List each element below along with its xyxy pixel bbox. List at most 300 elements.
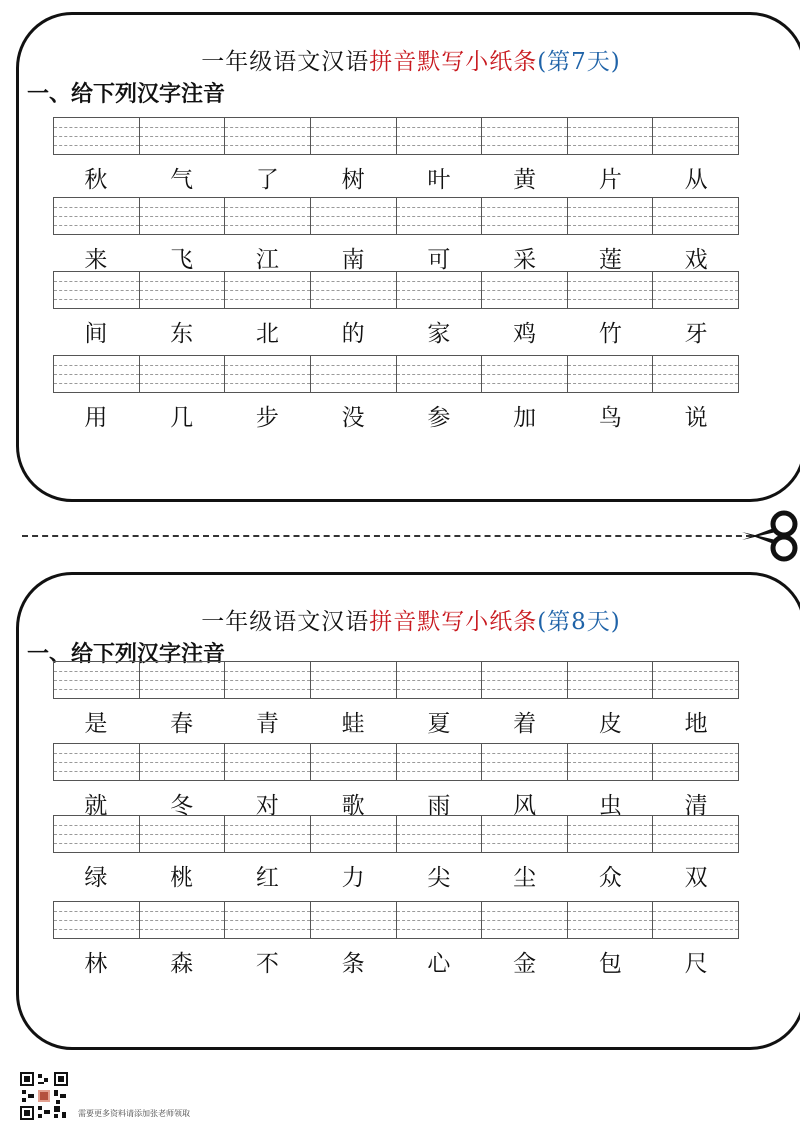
pinyin-cell[interactable] (224, 356, 310, 392)
hanzi-character: 清 (684, 793, 708, 819)
guide-line (397, 911, 482, 912)
guide-line (225, 127, 310, 128)
hanzi-character: 条 (341, 951, 365, 977)
guide-line (311, 374, 396, 375)
pinyin-writing-grid (53, 197, 739, 235)
guide-line (653, 843, 738, 844)
character-row (53, 117, 739, 194)
guide-line (568, 281, 653, 282)
hanzi-character: 黄 (513, 167, 537, 193)
hanzi-character: 牙 (684, 321, 708, 347)
guide-line (225, 825, 310, 826)
cut-line (22, 535, 752, 537)
hanzi-character: 戏 (684, 247, 708, 273)
hanzi-character: 森 (170, 951, 194, 977)
guide-line (397, 145, 482, 146)
pinyin-cell[interactable] (481, 662, 567, 698)
pinyin-cell[interactable] (224, 272, 310, 308)
pinyin-writing-grid (53, 271, 739, 309)
guide-line (397, 225, 482, 226)
card-title (19, 603, 800, 636)
pinyin-cell[interactable] (310, 118, 396, 154)
pinyin-cell[interactable] (54, 816, 139, 852)
guide-line (482, 680, 567, 681)
hanzi-character: 春 (170, 711, 194, 737)
guide-line (311, 299, 396, 300)
hanzi-character: 冬 (170, 793, 194, 819)
pinyin-cell[interactable] (567, 118, 653, 154)
guide-line (482, 383, 567, 384)
hanzi-character: 气 (170, 167, 194, 193)
guide-line (568, 825, 653, 826)
pinyin-cell[interactable] (310, 198, 396, 234)
hanzi-character: 尘 (513, 865, 537, 891)
hanzi-character: 歌 (341, 793, 365, 819)
guide-line (311, 207, 396, 208)
guide-line (140, 929, 225, 930)
guide-line (397, 843, 482, 844)
hanzi-character: 风 (513, 793, 537, 819)
guide-line (311, 145, 396, 146)
guide-line (482, 929, 567, 930)
pinyin-writing-grid (53, 355, 739, 393)
hanzi-character: 尖 (427, 865, 451, 891)
guide-line (140, 216, 225, 217)
guide-line (140, 290, 225, 291)
hanzi-character: 对 (255, 793, 279, 819)
guide-line (225, 920, 310, 921)
hanzi-character: 着 (513, 711, 537, 737)
guide-line (140, 383, 225, 384)
hanzi-character: 林 (84, 951, 108, 977)
guide-line (54, 225, 139, 226)
guide-line (653, 762, 738, 763)
guide-line (568, 365, 653, 366)
hanzi-character: 说 (684, 405, 708, 431)
guide-line (397, 771, 482, 772)
title-prefix: 一年级语文汉语 (201, 609, 370, 635)
guide-line (311, 225, 396, 226)
dictation-card-day7 (16, 12, 800, 502)
pinyin-cell[interactable] (481, 902, 567, 938)
pinyin-cell[interactable] (652, 816, 738, 852)
guide-line (140, 671, 225, 672)
pinyin-cell[interactable] (396, 118, 482, 154)
hanzi-character: 江 (255, 247, 279, 273)
guide-line (653, 216, 738, 217)
pinyin-cell[interactable] (310, 662, 396, 698)
guide-line (653, 383, 738, 384)
guide-line (653, 281, 738, 282)
guide-line (140, 281, 225, 282)
hanzi-character: 鸟 (598, 405, 622, 431)
character-row (53, 901, 739, 978)
guide-line (482, 136, 567, 137)
guide-line (140, 753, 225, 754)
guide-line (54, 834, 139, 835)
pinyin-cell[interactable] (481, 744, 567, 780)
pinyin-cell[interactable] (396, 272, 482, 308)
pinyin-cell[interactable] (310, 356, 396, 392)
pinyin-writing-grid (53, 661, 739, 699)
guide-line (653, 290, 738, 291)
guide-line (397, 834, 482, 835)
guide-line (397, 374, 482, 375)
pinyin-cell[interactable] (652, 744, 738, 780)
pinyin-cell[interactable] (652, 272, 738, 308)
pinyin-cell[interactable] (139, 902, 225, 938)
guide-line (653, 207, 738, 208)
guide-line (568, 374, 653, 375)
dictation-card-day8 (16, 572, 800, 1050)
guide-line (140, 762, 225, 763)
pinyin-cell[interactable] (481, 816, 567, 852)
guide-line (54, 671, 139, 672)
hanzi-character: 红 (255, 865, 279, 891)
guide-line (482, 207, 567, 208)
guide-line (140, 920, 225, 921)
guide-line (653, 127, 738, 128)
guide-line (311, 762, 396, 763)
hanzi-character: 北 (255, 321, 279, 347)
title-prefix: 一年级语文汉语 (201, 49, 370, 75)
character-list (53, 241, 739, 274)
guide-line (397, 207, 482, 208)
pinyin-cell[interactable] (567, 356, 653, 392)
guide-line (54, 145, 139, 146)
pinyin-cell[interactable] (396, 744, 482, 780)
guide-line (311, 216, 396, 217)
pinyin-writing-grid (53, 743, 739, 781)
guide-line (140, 127, 225, 128)
guide-line (653, 920, 738, 921)
guide-line (397, 281, 482, 282)
guide-line (482, 843, 567, 844)
guide-line (482, 281, 567, 282)
guide-line (568, 843, 653, 844)
guide-line (140, 299, 225, 300)
guide-line (54, 911, 139, 912)
guide-line (54, 299, 139, 300)
pinyin-cell[interactable] (481, 272, 567, 308)
guide-line (225, 689, 310, 690)
pinyin-cell[interactable] (652, 662, 738, 698)
title-highlight: 拼音默写小纸条 (369, 609, 538, 635)
pinyin-cell[interactable] (396, 356, 482, 392)
guide-line (482, 290, 567, 291)
guide-line (54, 920, 139, 921)
guide-line (311, 929, 396, 930)
hanzi-character: 参 (427, 405, 451, 431)
character-list (53, 945, 739, 978)
guide-line (225, 145, 310, 146)
guide-line (140, 689, 225, 690)
guide-line (54, 136, 139, 137)
guide-line (397, 136, 482, 137)
hanzi-character: 桃 (170, 865, 194, 891)
guide-line (397, 216, 482, 217)
guide-line (311, 834, 396, 835)
pinyin-cell[interactable] (54, 356, 139, 392)
pinyin-writing-grid (53, 901, 739, 939)
pinyin-cell[interactable] (54, 118, 139, 154)
title-day: (第8天) (537, 609, 621, 635)
hanzi-character: 来 (84, 247, 108, 273)
guide-line (653, 825, 738, 826)
guide-line (653, 145, 738, 146)
guide-line (482, 762, 567, 763)
pinyin-cell[interactable] (54, 198, 139, 234)
pinyin-cell[interactable] (224, 662, 310, 698)
pinyin-cell[interactable] (481, 118, 567, 154)
guide-line (568, 290, 653, 291)
guide-line (311, 825, 396, 826)
hanzi-character: 不 (255, 951, 279, 977)
guide-line (140, 136, 225, 137)
guide-line (54, 383, 139, 384)
character-list (53, 315, 739, 348)
pinyin-cell[interactable] (567, 816, 653, 852)
guide-line (225, 216, 310, 217)
pinyin-cell[interactable] (139, 118, 225, 154)
hanzi-character: 竹 (598, 321, 622, 347)
guide-line (225, 281, 310, 282)
pinyin-writing-grid (53, 815, 739, 853)
hanzi-character: 绿 (84, 865, 108, 891)
pinyin-cell[interactable] (652, 198, 738, 234)
pinyin-cell[interactable] (224, 744, 310, 780)
guide-line (397, 290, 482, 291)
hanzi-character: 了 (255, 167, 279, 193)
card-title (19, 43, 800, 76)
pinyin-cell[interactable] (310, 902, 396, 938)
pinyin-cell[interactable] (54, 272, 139, 308)
pinyin-cell[interactable] (652, 902, 738, 938)
hanzi-character: 用 (84, 405, 108, 431)
hanzi-character: 家 (427, 321, 451, 347)
guide-line (397, 753, 482, 754)
hanzi-character: 树 (341, 167, 365, 193)
guide-line (482, 225, 567, 226)
character-list (53, 859, 739, 892)
pinyin-writing-grid (53, 117, 739, 155)
pinyin-cell[interactable] (310, 272, 396, 308)
guide-line (482, 145, 567, 146)
guide-line (568, 771, 653, 772)
pinyin-cell[interactable] (396, 816, 482, 852)
guide-line (54, 825, 139, 826)
scissors-icon (740, 510, 800, 562)
guide-line (140, 843, 225, 844)
guide-line (225, 374, 310, 375)
guide-line (568, 689, 653, 690)
guide-line (397, 127, 482, 128)
pinyin-cell[interactable] (567, 902, 653, 938)
hanzi-character: 就 (84, 793, 108, 819)
guide-line (568, 920, 653, 921)
guide-line (225, 225, 310, 226)
guide-line (568, 145, 653, 146)
guide-line (140, 911, 225, 912)
guide-line (653, 929, 738, 930)
guide-line (653, 771, 738, 772)
guide-line (54, 365, 139, 366)
guide-line (482, 753, 567, 754)
guide-line (653, 136, 738, 137)
guide-line (568, 225, 653, 226)
pinyin-cell[interactable] (139, 356, 225, 392)
hanzi-character: 片 (598, 167, 622, 193)
guide-line (311, 753, 396, 754)
pinyin-cell[interactable] (652, 356, 738, 392)
guide-line (140, 680, 225, 681)
guide-line (653, 365, 738, 366)
guide-line (54, 374, 139, 375)
guide-line (54, 127, 139, 128)
hanzi-character: 尺 (684, 951, 708, 977)
character-row (53, 815, 739, 892)
guide-line (225, 671, 310, 672)
hanzi-character: 的 (341, 321, 365, 347)
pinyin-cell[interactable] (224, 902, 310, 938)
pinyin-cell[interactable] (567, 272, 653, 308)
pinyin-cell[interactable] (54, 744, 139, 780)
hanzi-character: 莲 (598, 247, 622, 273)
character-row (53, 271, 739, 348)
hanzi-character: 可 (427, 247, 451, 273)
guide-line (54, 680, 139, 681)
guide-line (225, 911, 310, 912)
guide-line (568, 216, 653, 217)
hanzi-character: 鸡 (513, 321, 537, 347)
guide-line (311, 671, 396, 672)
guide-line (397, 929, 482, 930)
guide-line (225, 207, 310, 208)
character-row (53, 197, 739, 274)
pinyin-cell[interactable] (139, 744, 225, 780)
pinyin-cell[interactable] (396, 198, 482, 234)
guide-line (54, 281, 139, 282)
pinyin-cell[interactable] (139, 272, 225, 308)
guide-line (653, 911, 738, 912)
guide-line (568, 911, 653, 912)
pinyin-cell[interactable] (567, 744, 653, 780)
section-heading: 一、给下列汉字注音 (27, 82, 226, 107)
guide-line (482, 671, 567, 672)
guide-line (140, 225, 225, 226)
pinyin-cell[interactable] (224, 816, 310, 852)
guide-line (482, 365, 567, 366)
guide-line (54, 753, 139, 754)
guide-line (225, 290, 310, 291)
guide-line (482, 834, 567, 835)
pinyin-cell[interactable] (481, 356, 567, 392)
guide-line (140, 771, 225, 772)
pinyin-cell[interactable] (481, 198, 567, 234)
guide-line (568, 299, 653, 300)
guide-line (225, 834, 310, 835)
guide-line (225, 929, 310, 930)
guide-line (568, 136, 653, 137)
guide-line (311, 689, 396, 690)
hanzi-character: 双 (684, 865, 708, 891)
guide-line (311, 920, 396, 921)
guide-line (311, 680, 396, 681)
guide-line (397, 365, 482, 366)
hanzi-character: 虫 (598, 793, 622, 819)
guide-line (397, 689, 482, 690)
guide-line (653, 689, 738, 690)
hanzi-character: 众 (598, 865, 622, 891)
guide-line (568, 834, 653, 835)
hanzi-character: 地 (684, 711, 708, 737)
hanzi-character: 雨 (427, 793, 451, 819)
guide-line (311, 365, 396, 366)
guide-line (568, 383, 653, 384)
guide-line (54, 290, 139, 291)
guide-line (653, 225, 738, 226)
hanzi-character: 从 (684, 167, 708, 193)
pinyin-cell[interactable] (139, 198, 225, 234)
guide-line (225, 753, 310, 754)
pinyin-cell[interactable] (652, 118, 738, 154)
guide-line (225, 771, 310, 772)
pinyin-cell[interactable] (396, 902, 482, 938)
pinyin-cell[interactable] (567, 662, 653, 698)
qr-code-icon (20, 1072, 68, 1120)
guide-line (397, 920, 482, 921)
hanzi-character: 包 (598, 951, 622, 977)
guide-line (568, 680, 653, 681)
guide-line (653, 834, 738, 835)
guide-line (653, 680, 738, 681)
guide-line (225, 762, 310, 763)
guide-line (225, 843, 310, 844)
pinyin-cell[interactable] (54, 902, 139, 938)
guide-line (482, 771, 567, 772)
guide-line (54, 689, 139, 690)
pinyin-cell[interactable] (54, 662, 139, 698)
hanzi-character: 采 (513, 247, 537, 273)
pinyin-cell[interactable] (310, 744, 396, 780)
guide-line (54, 207, 139, 208)
hanzi-character: 步 (255, 405, 279, 431)
hanzi-character: 东 (170, 321, 194, 347)
guide-line (311, 136, 396, 137)
guide-line (568, 762, 653, 763)
guide-line (225, 383, 310, 384)
guide-line (311, 127, 396, 128)
pinyin-cell[interactable] (396, 662, 482, 698)
pinyin-cell[interactable] (224, 198, 310, 234)
guide-line (225, 680, 310, 681)
character-list (53, 705, 739, 738)
guide-line (397, 671, 482, 672)
pinyin-cell[interactable] (139, 816, 225, 852)
guide-line (482, 689, 567, 690)
guide-line (54, 929, 139, 930)
guide-line (482, 127, 567, 128)
guide-line (568, 127, 653, 128)
hanzi-character: 蛙 (341, 711, 365, 737)
pinyin-cell[interactable] (310, 816, 396, 852)
pinyin-cell[interactable] (139, 662, 225, 698)
hanzi-character: 秋 (84, 167, 108, 193)
guide-line (225, 365, 310, 366)
pinyin-cell[interactable] (567, 198, 653, 234)
guide-line (568, 929, 653, 930)
pinyin-cell[interactable] (224, 118, 310, 154)
